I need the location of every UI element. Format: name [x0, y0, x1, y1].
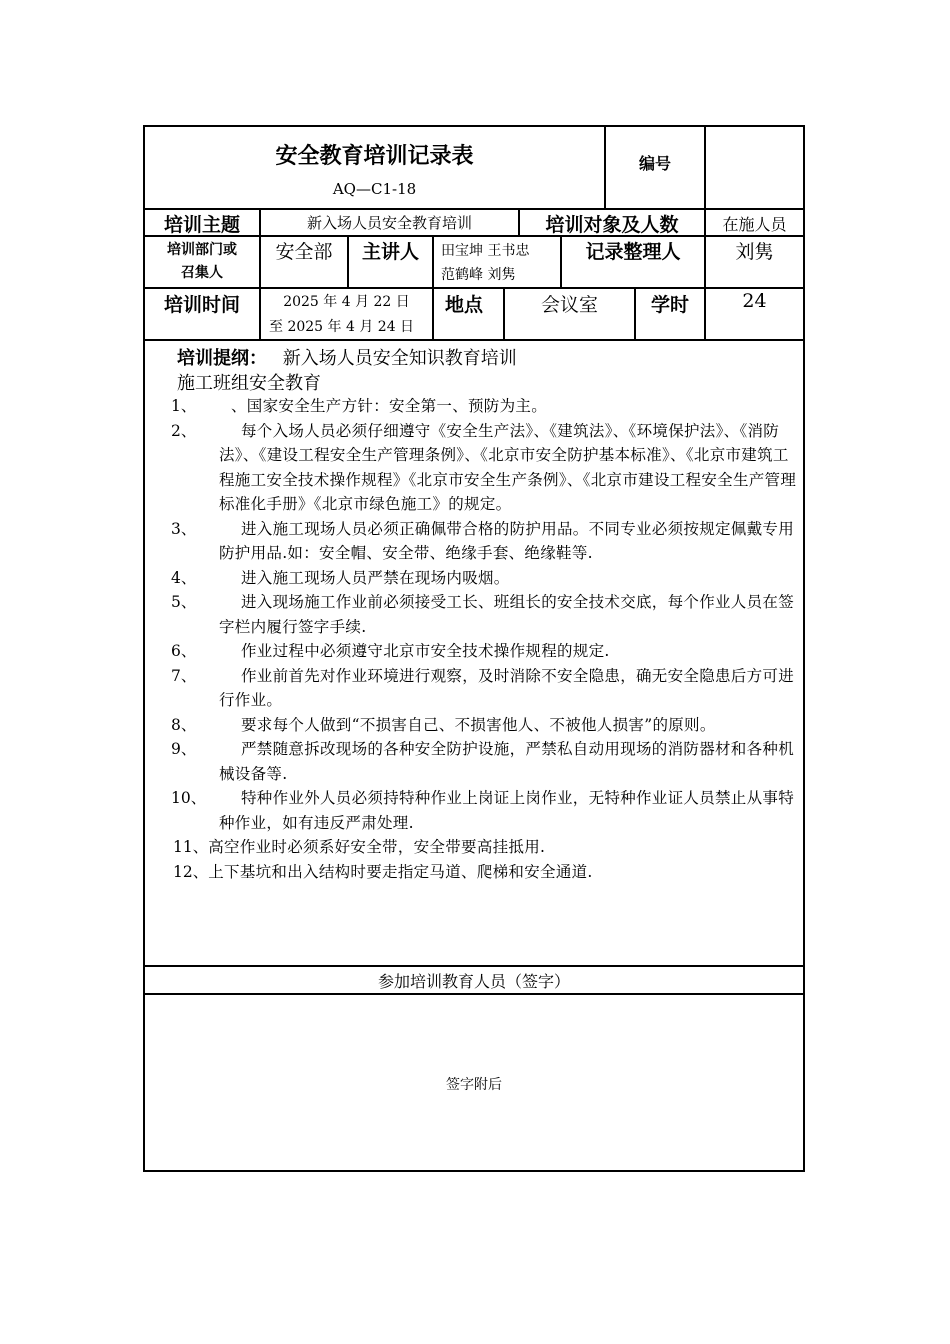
- row-divider: [145, 993, 803, 995]
- time-line2: 至 2025 年 4 月 24 日: [269, 319, 415, 335]
- time-value: [261, 290, 432, 340]
- item-number: 11、: [173, 838, 209, 856]
- recorder-value: 刘隽: [735, 241, 774, 263]
- item-text: 进入施工现场人员必须正确佩带合格的防护用品。不同专业必须按规定佩戴专用防护用品.如：安全帽、安全带、绝缘手套、绝缘鞋等.: [219, 519, 795, 562]
- speaker-names: [441, 239, 561, 287]
- form-title: 安全教育培训记录表: [275, 144, 474, 169]
- recorder-label: 记录整理人: [585, 241, 681, 263]
- training-record-form: [143, 125, 805, 1172]
- topic-label: 培训主题: [163, 214, 240, 236]
- topic-value: 新入场人员安全教育培训: [306, 214, 472, 232]
- item-number: 6、: [171, 642, 197, 660]
- item-number: 7、: [171, 666, 197, 685]
- item-text: 严禁随意拆改现场的各种安全防护设施，严禁私自动用现场的消防器材和各种机械设备等.: [219, 740, 795, 783]
- item-text: 进入现场施工作业前必须接受工长、班组长的安全技术交底，每个作业人员在签字栏内履行签字手续.: [219, 593, 795, 636]
- participants-header: 参加培训教育人员（签字）: [377, 972, 570, 991]
- hours-label: 学时: [650, 294, 689, 316]
- place-value: 会议室: [540, 294, 598, 316]
- hours-value: 24: [742, 290, 767, 312]
- item-number: 2、: [171, 421, 197, 440]
- time-line1: 2025 年 4 月 22 日: [283, 294, 410, 310]
- item-text: 进入施工现场人员严禁在现场内吸烟。: [241, 568, 510, 587]
- target-label: 培训对象及人数: [545, 214, 679, 236]
- item-text: 作业前首先对作业环境进行观察，及时消除不安全隐患，确无安全隐患后方可进行作业。: [219, 666, 795, 709]
- form-code: AQ—C1-18: [332, 180, 417, 198]
- item-number: 4、: [171, 568, 197, 587]
- dept-label-line1: 培训部门或: [167, 242, 237, 258]
- item-text: 上下基坑和出入结构时要走指定马道、爬梯和安全通道.: [208, 862, 593, 881]
- item-text: 特种作业外人员必须持特种作业上岗证上岗作业，无特种作业证人员禁止从事特种作业，如有违反严肃处理.: [219, 789, 795, 832]
- item-text: 每个入场人员必须仔细遵守《安全生产法》、《建筑法》、《环境保护法》、《消防法》、《建设工程安全生产管理条例》、《北京市安全防护基本标准》、《北京市建筑工程施工安全技术操作规程》《北京市安全生产条例》、《北京市建设工程安全生产管理标准化手册》《北京市绿色施工》的规定。: [219, 421, 797, 513]
- dept-label-line2: 召集人: [181, 265, 223, 281]
- speaker-line2: 范鹤峰 刘隽: [441, 267, 516, 283]
- item-text: 要求每个人做到“不损害自己、不损害他人、不被他人损害”的原则。: [241, 715, 716, 734]
- item-number: 10、: [171, 789, 207, 807]
- outline-heading: [177, 344, 777, 370]
- row-divider: [145, 965, 803, 967]
- row-divider: [145, 339, 803, 341]
- dept-label: [145, 239, 259, 285]
- col-divider: [704, 127, 706, 208]
- speaker-line1: 田宝坤 王书忠: [441, 243, 530, 259]
- outline-subject: 新入场人员安全知识教育培训: [282, 348, 517, 369]
- speaker-label: 主讲人: [361, 241, 419, 263]
- item-text: 高空作业时必须系好安全带，安全带要高挂抵用.: [208, 838, 546, 856]
- item-number: 8、: [171, 715, 197, 734]
- dept-value: 安全部: [275, 241, 333, 263]
- place-label: 地点: [445, 294, 484, 316]
- item-text: 、国家安全生产方针：安全第一、预防为主。: [231, 397, 548, 415]
- item-number: 12、: [173, 862, 209, 881]
- item-number: 3、: [171, 519, 197, 538]
- item-text: 作业过程中必须遵守北京市安全技术操作规程的规定.: [241, 642, 610, 660]
- outline-items: [167, 394, 799, 884]
- target-value: 在施人员: [722, 215, 787, 234]
- number-label: 编号: [638, 154, 671, 173]
- signature-note: 签字附后: [446, 1077, 502, 1093]
- item-number: 5、: [171, 593, 197, 611]
- item-number: 1、: [171, 397, 197, 415]
- time-label: 培训时间: [163, 294, 240, 316]
- outline-subtitle: 施工班组安全教育: [177, 373, 321, 394]
- item-number: 9、: [171, 740, 197, 758]
- outline-label: 培训提纲：: [177, 348, 267, 369]
- col-divider: [432, 235, 434, 339]
